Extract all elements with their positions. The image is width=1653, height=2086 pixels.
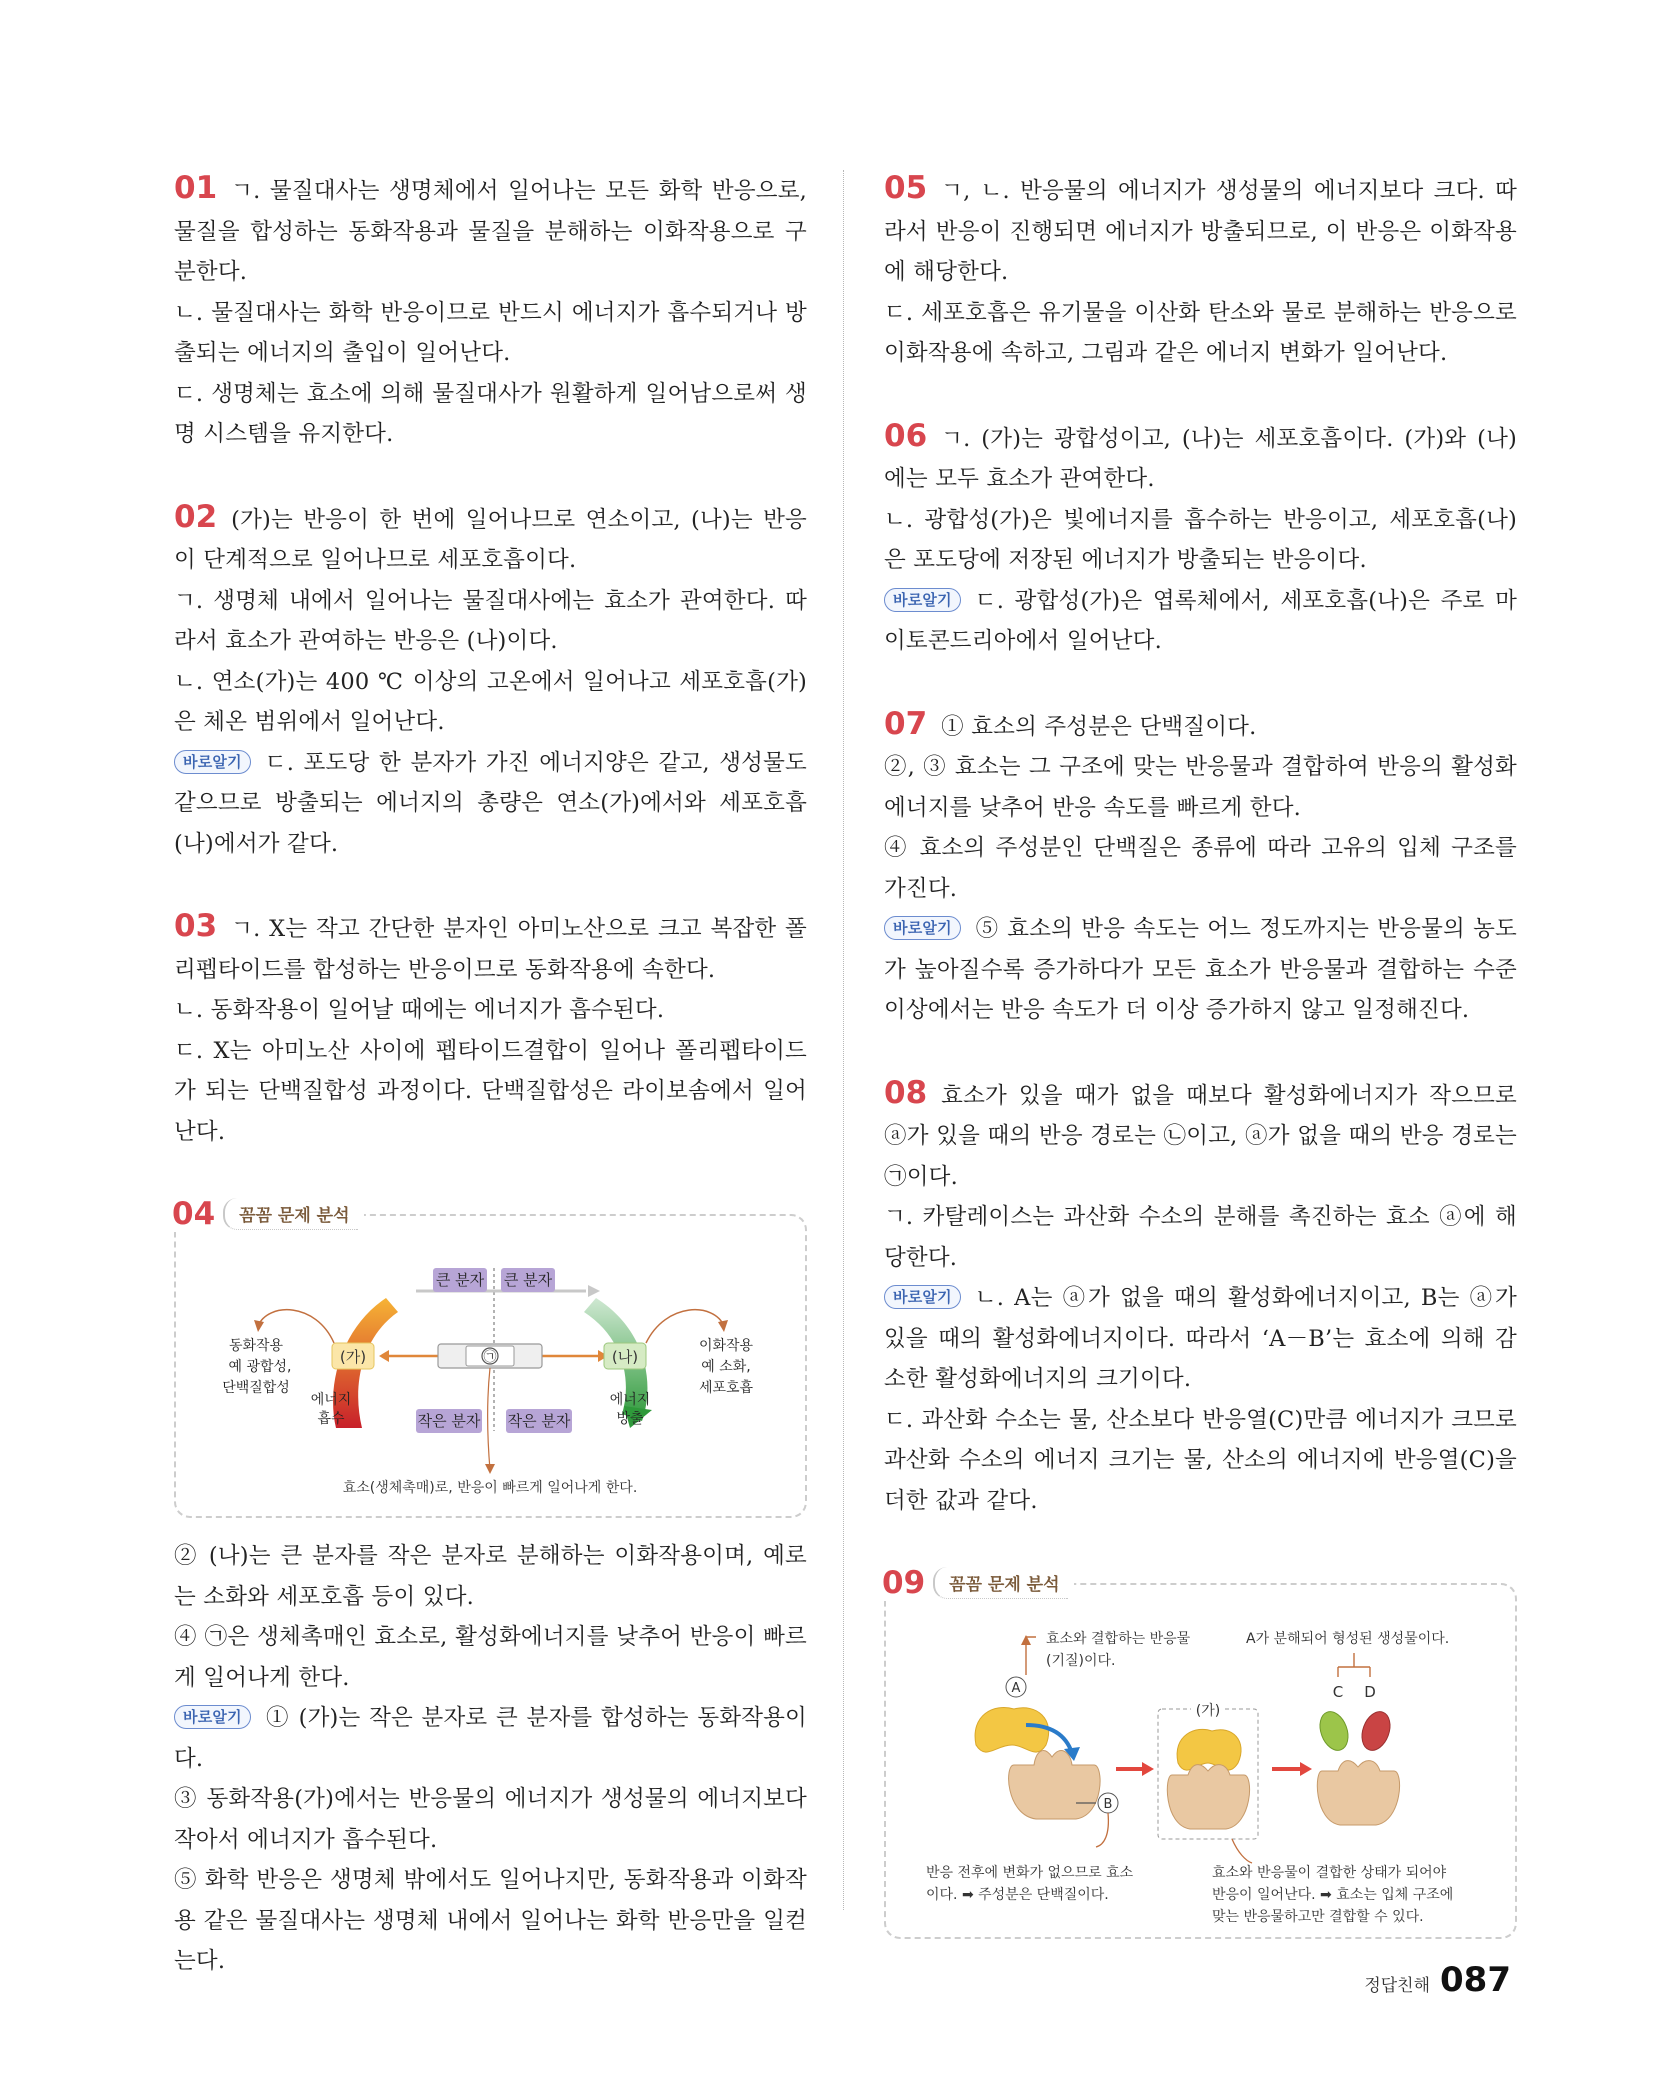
- answer-text: ㄴ. 광합성(가)은 빛에너지를 흡수하는 반응이고, 세포호흡(나)은 포도당에 저장된 에너지가 방출되는 반응이다.: [884, 506, 1517, 573]
- correction-badge: 바로알기: [884, 588, 961, 612]
- binding-note: 효소와 반응물이 결합한 상태가 되어야: [1212, 1865, 1447, 1881]
- answer-text: ④ ㉠은 생체촉매인 효소로, 활성화에너지를 낮추어 반응이 빠르게 일어나게 한다.: [174, 1624, 807, 1691]
- answer-08: [884, 1073, 1517, 1522]
- page-footer: [1364, 1960, 1511, 2000]
- answer-text: ⑤ 화학 반응은 생명체 밖에서도 일어나지만, 동화작용과 이화작용 같은 물질대사는 생명체 내에서 일어나는 화학 반응만을 일컫는다.: [174, 1867, 807, 1974]
- answer-07: [884, 704, 1517, 1031]
- enzyme-substrate-diagram: [886, 1585, 1515, 1933]
- answer-text: ② (나)는 큰 분자를 작은 분자로 분해하는 이화작용이며, 예로는 소화와 세포호흡 등이 있다.: [174, 1543, 807, 1610]
- small-molecule-label: 작은 분자: [507, 1412, 571, 1430]
- item-number: 04: [172, 1196, 216, 1232]
- product-d: [1357, 1708, 1395, 1754]
- anabolism-label: 동화작용: [228, 1338, 284, 1354]
- answer-text: ㄱ. (가)는 광합성이고, (나)는 세포호흡이다. (가)와 (나)에는 모두 효소가 관여한다.: [884, 425, 1517, 492]
- answer-text: ㄷ. 생명체는 효소에 의해 물질대사가 원활하게 일어남으로써 생명 시스템을 유지한다.: [174, 380, 807, 447]
- answer-text: ㄷ. 세포호흡은 유기물을 이산화 탄소와 물로 분해하는 반응으로 이화작용에 속하고, 그림과 같은 에너지 변화가 일어난다.: [884, 299, 1517, 366]
- big-molecule-label: 큰 분자: [435, 1271, 485, 1289]
- answer-text: ㄴ. 연소(가)는 400 ℃ 이상의 고온에서 일어나고 세포호흡(가)은 체온 범위에서 일어난다.: [174, 668, 807, 735]
- answer-04: [172, 1196, 807, 1982]
- answer-text: ④ 효소의 주성분인 단백질은 종류에 따라 고유의 입체 구조를 가진다.: [884, 835, 1517, 902]
- label-d: D: [1364, 1683, 1376, 1701]
- big-molecule-label: 큰 분자: [503, 1271, 553, 1289]
- answer-text: ㄷ. 과산화 수소는 물, 산소보다 반응열(C)만큼 에너지가 크므로 과산화 수소의 에너지 크기는 물, 산소의 에너지에 반응열(C)을 더한 값과 같다.: [884, 1406, 1517, 1514]
- substrate-a: [975, 1708, 1049, 1753]
- answer-text: ㄷ. 포도당 한 분자가 가진 에너지양은 같고, 생성물도 같으므로 방출되는 에너지의 총량은 연소(가)에서와 세포호흡(나)에서가 같다.: [174, 749, 807, 857]
- item-number: 09: [882, 1565, 926, 1601]
- label-b: B: [1103, 1797, 1113, 1812]
- item-number: 02: [174, 498, 218, 535]
- metabolism-diagram: [176, 1216, 805, 1512]
- correction-badge: 바로알기: [884, 1285, 961, 1309]
- answer-text: (가)는 반응이 한 번에 일어나므로 연소이고, (나)는 반응이 단계적으로 일어나므로 세포호흡이다.: [174, 506, 807, 573]
- energy-release-label: 에너지: [609, 1392, 651, 1408]
- analysis-tag: 꼼꼼 문제 분석: [223, 1198, 357, 1230]
- answer-text: ㄴ. A는 ⓐ가 없을 때의 활성화에너지이고, B는 ⓐ가 있을 때의 활성화에너지이다. 따라서 ‘A－B’는 효소에 의해 감소한 활성화에너지의 크기이다.: [884, 1285, 1517, 1392]
- answer-text: ① 효소의 주성분은 단백질이다.: [941, 713, 1257, 740]
- answer-text: ㄷ. 광합성(가)은 엽록체에서, 세포호흡(나)은 주로 마이토콘드리아에서 일어난다.: [884, 587, 1517, 654]
- column-divider: [843, 170, 844, 1910]
- label-a: A: [1011, 1681, 1021, 1696]
- analysis-figure-box: [882, 1565, 1517, 1939]
- answer-text: ① (가)는 작은 분자로 큰 분자를 합성하는 동화작용이다.: [174, 1705, 807, 1772]
- answer-text: ㄱ. 카탈레이스는 과산화 수소의 분해를 촉진하는 효소 ⓐ에 해당한다.: [884, 1204, 1517, 1271]
- energy-absorb-label: 에너지: [310, 1392, 352, 1408]
- answer-text: 효소가 있을 때가 없을 때보다 활성화에너지가 작으므로 ⓐ가 있을 때의 반응 경로는 ㉡이고, ⓐ가 없을 때의 반응 경로는 ㉠이다.: [884, 1082, 1517, 1190]
- enzyme-note: 이다. ➡ 주성분은 단백질이다.: [926, 1887, 1109, 1903]
- item-number: 01: [174, 170, 218, 206]
- answer-text: ㄴ. 동화작용이 일어날 때에는 에너지가 흡수된다.: [174, 997, 665, 1023]
- product-note: A가 분해되어 형성된 생성물이다.: [1246, 1631, 1450, 1647]
- answer-text: ㄱ. X는 작고 간단한 분자인 아미노산으로 크고 복잡한 폴리펩타이드를 합성하는 반응이므로 동화작용에 속한다.: [174, 916, 807, 983]
- product-c: [1315, 1708, 1353, 1754]
- answer-text: ㄷ. X는 아미노산 사이에 펩타이드결합이 일어나 폴리펩타이드가 되는 단백질합성 과정이다. 단백질합성은 라이보솜에서 일어난다.: [174, 1037, 807, 1145]
- answer-text: ㄱ. 물질대사는 생명체에서 일어나는 모든 화학 반응으로, 물질을 합성하는 동화작용과 물질을 분해하는 이화작용으로 구분한다.: [174, 178, 807, 285]
- enzyme-shape: [1317, 1761, 1399, 1825]
- correction-badge: 바로알기: [884, 916, 961, 940]
- answer-06: [884, 416, 1517, 662]
- right-column: [884, 168, 1517, 1981]
- ga-label: (가): [339, 1348, 367, 1366]
- answer-text: ②, ③ 효소는 그 구조에 맞는 반응물과 결합하여 반응의 활성화에너지를 낮추어 반응 속도를 빠르게 한다.: [884, 754, 1517, 821]
- footer-label: 정답친해: [1364, 1976, 1431, 1996]
- item-number: 06: [884, 417, 928, 454]
- substrate-note: (기질)이다.: [1046, 1653, 1116, 1669]
- binding-note: 반응이 일어난다. ➡ 효소는 입체 구조에: [1212, 1887, 1454, 1903]
- enzyme-label: ㉠: [483, 1350, 497, 1365]
- energy-release-label: 방출: [616, 1411, 644, 1427]
- answer-text: ⑤ 효소의 반응 속도는 어느 정도까지는 반응물의 농도가 높아질수록 증가하다가 모든 효소가 반응물과 결합하는 수준 이상에서는 반응 속도가 더 이상 증가하지 않고 일정해진다.: [884, 916, 1517, 1023]
- enzyme-caption: 효소(생체촉매)로, 반응이 빠르게 일어나게 한다.: [342, 1480, 638, 1496]
- answer-03: [174, 906, 807, 1152]
- binding-note: 맞는 반응물하고만 결합할 수 있다.: [1212, 1909, 1424, 1925]
- complex-label: (가): [1195, 1703, 1221, 1719]
- small-molecule-label: 작은 분자: [417, 1412, 481, 1430]
- enzyme-shape: [1009, 1751, 1100, 1819]
- anabolism-example: 단백질합성: [222, 1380, 290, 1396]
- answer-text: ㄱ. 생명체 내에서 일어나는 물질대사에는 효소가 관여한다. 따라서 효소가 관여하는 반응은 (나)이다.: [174, 587, 807, 654]
- enzyme-note: 반응 전후에 변화가 없으므로 효소: [926, 1865, 1134, 1881]
- anabolism-example: 예 광합성,: [228, 1359, 292, 1375]
- analysis-figure-box: [172, 1196, 807, 1518]
- item-number: 03: [174, 908, 218, 944]
- answer-09: [882, 1565, 1517, 1939]
- na-label: (나): [611, 1348, 639, 1366]
- answer-05: [884, 168, 1517, 374]
- catabolism-example: 세포호흡: [698, 1380, 754, 1396]
- answer-text: ③ 동화작용(가)에서는 반응물의 에너지가 생성물의 에너지보다 작아서 에너지가 흡수된다.: [174, 1786, 807, 1853]
- left-column: [174, 168, 807, 2024]
- enzyme-shape: [1167, 1765, 1249, 1829]
- answer-01: [174, 168, 807, 455]
- energy-absorb-label: 흡수: [317, 1411, 345, 1427]
- analysis-tag: 꼼꼼 문제 분석: [933, 1567, 1067, 1599]
- item-number: 05: [884, 170, 928, 206]
- substrate-in-enzyme: [1177, 1729, 1241, 1770]
- catabolism-example: 예 소화,: [701, 1359, 751, 1375]
- item-number: 08: [884, 1074, 928, 1111]
- answer-02: [174, 497, 807, 865]
- item-number: 07: [884, 705, 928, 742]
- substrate-note: 효소와 결합하는 반응물: [1046, 1631, 1191, 1647]
- correction-badge: 바로알기: [174, 750, 251, 774]
- catabolism-label: 이화작용: [698, 1338, 754, 1354]
- answer-text: ㄱ, ㄴ. 반응물의 에너지가 생성물의 에너지보다 크다. 따라서 반응이 진행되면 에너지가 방출되므로, 이 반응은 이화작용에 해당한다.: [884, 178, 1517, 285]
- answer-text: ㄴ. 물질대사는 화학 반응이므로 반드시 에너지가 흡수되거나 방출되는 에너지의 출입이 일어난다.: [174, 299, 807, 366]
- page-number: 087: [1440, 1960, 1511, 2000]
- correction-badge: 바로알기: [174, 1705, 251, 1729]
- label-c: C: [1332, 1683, 1344, 1701]
